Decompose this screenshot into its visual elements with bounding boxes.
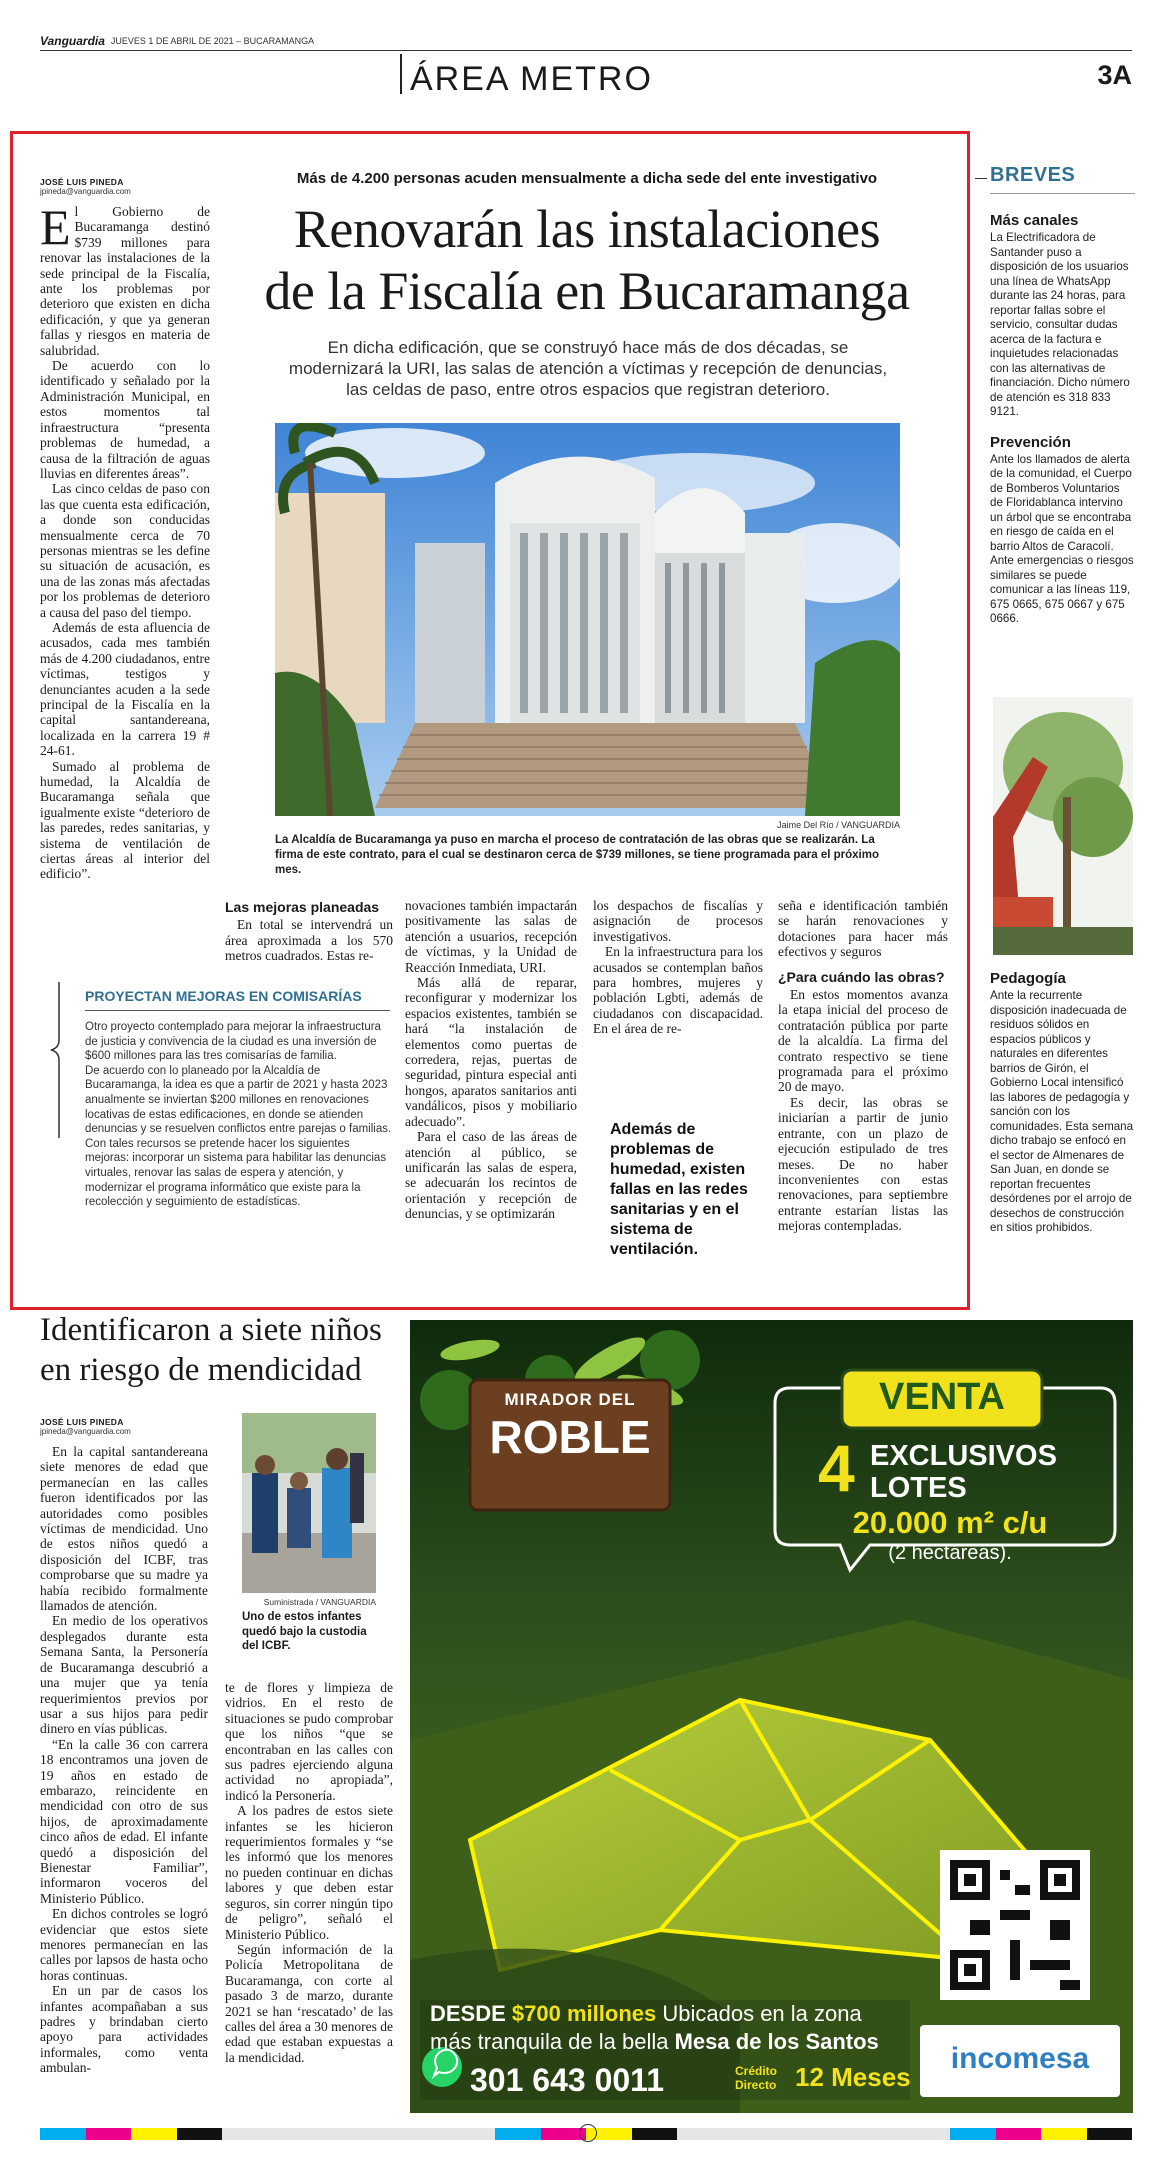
ad-lots-label: EXCLUSIVOS LOTES (870, 1440, 1057, 1504)
ad-sale-label: VENTA (879, 1376, 1005, 1418)
ad-lots-number: 4 (818, 1431, 855, 1505)
author-email: jpineda@vanguardia.com (40, 187, 131, 196)
newspaper-logo: Vanguardia (40, 34, 105, 48)
breves-arrow (975, 178, 987, 179)
breve-item: Pedagogía Ante la recurrente disposición inadecuada de residuos sólidos en espacios públicos y naturales en diferentes barrios de Girón, el Gobierno Local intensificó las labores de pedagogía y sanción con los comunidades. Esta semana dicho trabajo se enfocó en el sector de Almenares de San Juan, en donde se reportan frecuentes desórdenes por el arrojo de desechos de construcción en sitios prohibidos. (990, 970, 1134, 1234)
drop-cap: E (40, 199, 71, 255)
main-col-5: seña e identificación también se harán renovaciones y dotaciones para hacer más efectivos y seguros ¿Para cuándo las obras? En estos momentos avanza la etapa inicial del proceso de contratación pública por parte de la alcaldía. La firma del contrato respectivo se tiene programada para el próximo 20 de mayo. Es decir, las obras se iniciarían a partir de junio entrante, con un plazo de ejecución estipulado de tres meses. De no haber inconvenientes con estas renovaciones, para septiembre entrante estarían listas las mejoras contempladas. (778, 898, 948, 1234)
fiscalia-building-photo (275, 423, 900, 816)
author-name: JOSÉ LUIS PINEDA (40, 177, 124, 187)
pull-quote: Además de problemas de humedad, existen fallas en las redes sanitarias y en el sistema de ventilación. (610, 1121, 748, 1258)
ad-area-note: (2 hectáreas). (888, 1542, 1012, 1564)
section-title: ÁREA METRO (410, 60, 653, 98)
sidebar-rule (85, 1010, 390, 1011)
subhead-obras: ¿Para cuándo las obras? (778, 968, 945, 985)
second-col-1: En la capital santandereana siete menores de edad que permanecían en las calles fueron identificados por las autoridades como posibles víctimas de mendicidad. Uno de estos niños quedó a disposición del ICBF, tras comprobarse que su madre ya había recibido formalmente llamados de atención. En medio de los operativos desplegados durante esta Semana Santa, la Personería de Bucaramanga descubrió a una mujer que ya tenía requerimientos previos por usar a sus hijos para pedir dinero en vías públicas. “En la calle 36 con carrera 18 encontramos una joven de 19 años en estado de embarazo, reincidente en mendicidad con otro de sus hijos, de aproximadamente cinco años de edad. El infante quedó a disposición del Bienestar Familiar”, informaron voceros del Ministerio Público. En dichos controles se logró evidenciar que estos siete menores permanecían en las calles por lapsos de hasta ocho horas continuas. En un par de casos los infantes acompañaban a sus padres y brindaban cierto apoyo para actividades informales, como venta ambulan- (40, 1444, 208, 2076)
ad-brand-top: MIRADOR DEL (504, 1390, 636, 1409)
second-col-2: te de flores y limpieza de vidrios. En el resto de situaciones se pudo comprobar que los niños “que se encontraban en las calles con sus padres ejerciendo alguna actividad no apropiada”, indicó la Personería. A los padres de estos siete infantes se les hicieron requerimientos formales y “se les informó que los menores no pueden continuar en dichas labores y que deben estar seguros, sin correr ningún tipo de peligro”, señaló el Ministerio Público. Según información de la Policía Metropolitana de Bucaramanga, con corte al pasado 3 de marzo, durante 2021 se han ‘rescatado’ de las calles del área a 30 menores de edad que estaban expuestas a la mendicidad. (225, 1680, 393, 2065)
main-col-3: novaciones también impactarán positivamente las salas de atención a usuarios, recepción de víctimas, y la Unidad de Reacción Inmediata, URI. Más allá de reparar, reconfigurar y modernizar los espacios existentes, también se hará “la instalación de elementos como puertas de corredera, rejas, puertas de seguridad, pintura especial anti hongos, aparatos sanitarios anti vandálicos, pisos y mobiliario adecuado”. Para el caso de las áreas de atención al público, se unificarán las salas de espera, se adecuarán los recintos de orientación y recepción de denuncias, y se optimizarán (405, 898, 577, 1222)
masthead-rule (40, 50, 1132, 51)
second-headline: Identificaron a siete niños en riesgo de mendicidad (40, 1312, 382, 1388)
ad-price-block: DESDE $700 millones Ubicados en la zona más tranquila de la bella Mesa de los Santos (430, 2001, 879, 2054)
second-photo-caption: Uno de estos infantes quedó bajo la custodia del ICBF. (242, 1611, 367, 1652)
date-line: JUEVES 1 DE ABRIL DE 2021 – BUCARAMANGA (110, 36, 315, 46)
breve-item: Más canales La Electrificadora de Santander puso a disposición de los usuarios una línea de WhatsApp durante las 24 horas, para reportar fallas sobre el servicio, consultar dudas acerca de la factura e inquietudes relacionadas con las alternativas de financiación. Dicho número de atención es 318 833 9121. (990, 212, 1130, 418)
breves-rule (990, 193, 1135, 194)
breve-item: Prevención Ante los llamados de alerta de la comunidad, el Cuerpo de Bomberos Voluntarios de Floridablanca intervino un árbol que se encontraba en riesgo de caída en el barrio Altos de Caracolí. Ante emergencias o riesgos similares se puede comunicar a las líneas 119, 675 0665, 675 0667 y 675 0666. (990, 433, 1134, 625)
page-number: 3A (1097, 60, 1132, 90)
deck: En dicha edificación, que se construyó hace más de dos décadas, se modernizará la URI, las salas de atención a víctimas y recepción de denuncias, las celdas de paso, entre otros espacios que registran deterioro. (288, 338, 888, 399)
ad-brand-main: ROBLE (489, 1411, 651, 1463)
sidebar-body: Otro proyecto contemplado para mejorar la infraestructura de justicia y convivencia de la ciudad es una inversión de $600 millones para las tres comisarías de familia. De acuerdo con lo planeado por la Alcaldía de Bucaramanga, la idea es que a partir de 2021 y hasta 2023 anualmente se inviertan $200 millones en renovaciones locativas de estas edificaciones, en donde se atienden denuncias y se resuelven conflictos entre parejas o familias. Con tales recursos se pretende hacer los siguientes mejoras: incorporar un sistema para habilitar las denuncias virtuales, renovar las salas de espera y atención, y modernizar el programa informático que existe para la recolección y seguimiento de estadísticas. (85, 1021, 392, 1209)
masthead (40, 34, 1132, 98)
ad-company-logo: incomesa (950, 2042, 1090, 2075)
second-photo-credit: Suministrada / VANGUARDIA (263, 1597, 376, 1607)
real-estate-advertisement (410, 1320, 1133, 2113)
ad-credit-term: 12 Meses (795, 2062, 911, 2092)
kicker: Más de 4.200 personas acuden mensualmente a dicha sede del ente investigativo (296, 170, 878, 187)
photo-credit: Jaime Del Río / VANGUARDIA (777, 820, 900, 830)
main-col-2: Las mejoras planeadas En total se intervendrá un área aproximada a los 570 metros cuadrados. Estas re- (225, 899, 393, 964)
main-col-4: los despachos de fiscalías y asignación de procesos investigativos. En la infraestructura para los acusados se contemplan baños para hombres, mujeres y población Lgbti, además de ciudadanos con discapacidad. En el área de re- (593, 898, 763, 1037)
byline (40, 177, 131, 196)
registration-mark-icon (579, 2124, 597, 2142)
children-photo (242, 1413, 376, 1593)
photo-caption: La Alcaldía de Bucaramanga ya puso en marcha el proceso de contratación de las obras que se realizarán. La firma de este contrato, para el cual se destinaron cerca de $739 millones, se tiene programada para el próximo mes. (275, 834, 879, 876)
second-byline: JOSÉ LUIS PINEDA jpineda@vanguardia.com (40, 1417, 131, 1436)
section-divider (400, 54, 402, 94)
breves-column (990, 164, 1135, 627)
main-col-1: El Gobierno de Bucaramanga destinó $739 millones para renovar las instalaciones de la sede principal de la Fiscalía, ante los problemas por deterioro que existen en dicha edificación, y que ya generan fallas y riesgos en materia de salubridad. De acuerdo con lo identificado y señalado por la Administración Municipal, en estos momentos tal infraestructura “presenta problemas de humedad, a causa de la filtración de aguas lluvias en diferentes áreas”. Las cinco celdas de paso con las que cuenta esta edificación, a donde son conducidas mensualmente cerca de 70 personas mientras se les define su situación de acusación, es una de las zonas más afectadas por los problemas de deterioro a causa del paso del tiempo. Además de esta afluencia de acusados, cada mes también más de 4.200 ciudadanos, entre víctimas, testigos y denunciantes acuden a la sede principal de la Fiscalía en la capital santandereana, localizada en la carrera 19 # 24-61. Sumado al problema de humedad, la Alcaldía de Bucaramanga señala que igualmente existe “deterioro de las paredes, redes sanitarias, y sistema de ventilación de ciertas áreas al interior del edificio”. (40, 199, 210, 882)
ad-phone: 301 643 0011 (470, 2062, 664, 2098)
ad-credit-label: Crédito Directo (735, 2064, 777, 2092)
tree-removal-photo (993, 697, 1133, 955)
headline: Renovarán las instalaciones de la Fiscalía en Bucaramanga (264, 199, 910, 321)
sidebar-title: PROYECTAN MEJORAS EN COMISARÍAS (85, 988, 362, 1004)
subhead-mejoras: Las mejoras planeadas (225, 899, 380, 915)
ad-area: 20.000 m² c/u (852, 1505, 1048, 1540)
breves-title: BREVES (990, 164, 1076, 186)
sidebar-comisarias (45, 980, 400, 1280)
